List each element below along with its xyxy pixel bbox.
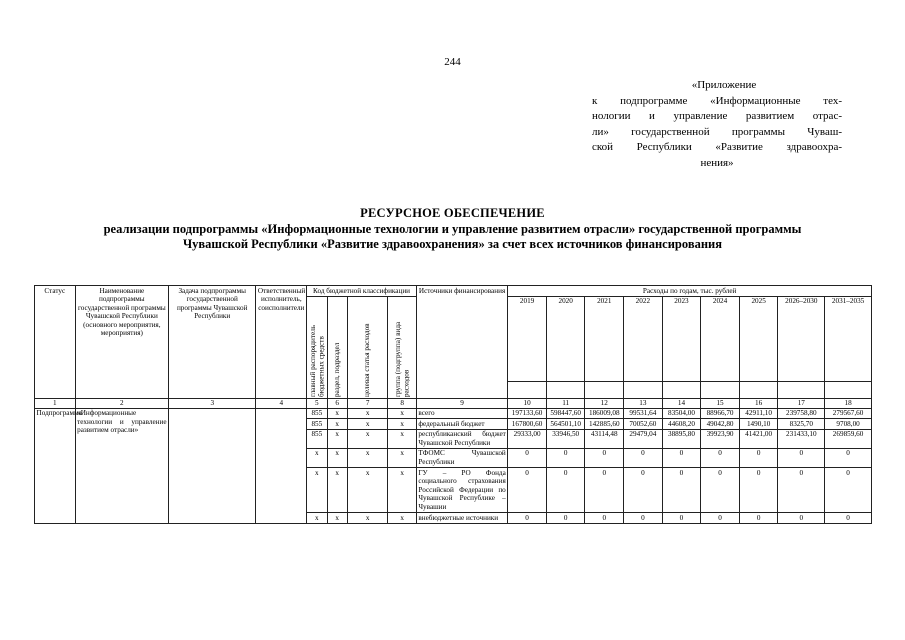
value-cell: 0 bbox=[701, 468, 740, 513]
value-cell: 269859,60 bbox=[825, 429, 872, 448]
column-number: 18 bbox=[825, 398, 872, 408]
column-number: 8 bbox=[388, 398, 416, 408]
column-number-row bbox=[35, 398, 872, 408]
value-cell: 83504,00 bbox=[662, 408, 701, 419]
value-cell: 0 bbox=[546, 468, 585, 513]
value-cell: 186009,08 bbox=[585, 408, 624, 419]
column-number: 2 bbox=[75, 398, 168, 408]
appendix-line: нологии и управление развитием отрас- bbox=[592, 110, 842, 122]
value-cell: 0 bbox=[739, 448, 778, 467]
header-spacer bbox=[778, 382, 825, 398]
value-cell: 0 bbox=[624, 468, 663, 513]
title-line-3: Чувашской Республики «Развитие здравоохранения» за счет всех источников финансирования bbox=[183, 237, 722, 251]
header-spacer bbox=[624, 382, 663, 398]
column-number: 9 bbox=[416, 398, 507, 408]
code-group: x bbox=[388, 468, 416, 513]
code-target: x bbox=[347, 429, 388, 448]
program-name-cell: «Информационные технологии и управление развитием отрасли» bbox=[75, 408, 168, 523]
header-spacer bbox=[739, 382, 778, 398]
code-target: x bbox=[347, 468, 388, 513]
header-target bbox=[347, 296, 388, 398]
appendix-line: нения» bbox=[700, 156, 734, 169]
column-number: 12 bbox=[585, 398, 624, 408]
value-cell: 29333,00 bbox=[508, 429, 547, 448]
code-target: x bbox=[347, 419, 388, 430]
value-cell: 8325,70 bbox=[778, 419, 825, 430]
code-grbs: x bbox=[307, 513, 327, 524]
value-cell: 279567,60 bbox=[825, 408, 872, 419]
code-section: x bbox=[327, 448, 347, 467]
value-cell: 88966,70 bbox=[701, 408, 740, 419]
column-number: 10 bbox=[508, 398, 547, 408]
column-number: 5 bbox=[307, 398, 327, 408]
header-sources: Источники финансирования bbox=[416, 286, 507, 399]
responsible-cell bbox=[256, 408, 307, 523]
value-cell: 0 bbox=[662, 468, 701, 513]
value-cell: 564501,10 bbox=[546, 419, 585, 430]
value-cell: 0 bbox=[662, 448, 701, 467]
source-cell: ГУ – РО Фонда социального страхования Российской Федерации по Чувашской Республике – Чувашии bbox=[418, 468, 506, 512]
column-number: 3 bbox=[169, 398, 256, 408]
header-spacer bbox=[585, 382, 624, 398]
header-section bbox=[327, 296, 347, 398]
column-number: 1 bbox=[35, 398, 76, 408]
header-spacer bbox=[662, 382, 701, 398]
appendix-line: ли» государственной программы Чуваш- bbox=[592, 125, 842, 138]
header-responsible: Ответственный исполнитель, соисполнители bbox=[256, 286, 307, 399]
page-number: 244 bbox=[444, 56, 461, 68]
header-year: 2026–2030 bbox=[778, 296, 825, 382]
value-cell: 0 bbox=[508, 468, 547, 513]
value-cell: 142885,60 bbox=[585, 419, 624, 430]
value-cell: 1490,10 bbox=[739, 419, 778, 430]
header-year: 2024 bbox=[701, 296, 740, 382]
value-cell: 0 bbox=[825, 513, 872, 524]
header-spacer bbox=[546, 382, 585, 398]
value-cell: 0 bbox=[546, 448, 585, 467]
header-name: Наименование подпрограммы государственной программы Чувашской Республики (основного мероприятия, мероприятия) bbox=[75, 286, 168, 399]
code-grbs: x bbox=[307, 468, 327, 513]
code-grbs: 855 bbox=[307, 419, 327, 430]
source-cell: федеральный бюджет bbox=[416, 419, 507, 430]
value-cell: 0 bbox=[825, 448, 872, 467]
header-spacer bbox=[701, 382, 740, 398]
value-cell: 0 bbox=[778, 468, 825, 513]
value-cell: 0 bbox=[778, 513, 825, 524]
value-cell: 0 bbox=[701, 448, 740, 467]
header-year: 2025 bbox=[739, 296, 778, 382]
value-cell: 0 bbox=[585, 513, 624, 524]
header-year: 2023 bbox=[662, 296, 701, 382]
value-cell: 29479,04 bbox=[624, 429, 663, 448]
source-cell: всего bbox=[416, 408, 507, 419]
header-spacer bbox=[825, 382, 872, 398]
value-cell: 239758,80 bbox=[778, 408, 825, 419]
appendix-line: «Приложение bbox=[691, 79, 757, 91]
value-cell: 0 bbox=[624, 448, 663, 467]
header-grbs-text: главный распорядитель бюджетных средств bbox=[308, 325, 326, 398]
column-number: 4 bbox=[256, 398, 307, 408]
value-cell: 167800,60 bbox=[508, 419, 547, 430]
column-number: 6 bbox=[327, 398, 347, 408]
value-cell: 43114,48 bbox=[585, 429, 624, 448]
code-section: x bbox=[327, 513, 347, 524]
value-cell: 0 bbox=[508, 513, 547, 524]
header-budget-code: Код бюджетной классификации bbox=[307, 286, 417, 297]
header-task: Задача подпрограммы государственной программы Чувашской Республики bbox=[169, 286, 256, 399]
column-number: 11 bbox=[546, 398, 585, 408]
value-cell: 0 bbox=[585, 468, 624, 513]
value-cell: 0 bbox=[508, 448, 547, 467]
value-cell: 9708,00 bbox=[825, 419, 872, 430]
value-cell: 70052,60 bbox=[624, 419, 663, 430]
value-cell: 197133,60 bbox=[508, 408, 547, 419]
task-cell bbox=[169, 408, 256, 523]
document-title bbox=[0, 206, 905, 253]
value-cell: 41421,00 bbox=[739, 429, 778, 448]
appendix-line: ской Республики «Развитие здравоохра- bbox=[592, 141, 842, 153]
table-row bbox=[35, 408, 872, 419]
value-cell: 42911,10 bbox=[739, 408, 778, 419]
value-cell: 0 bbox=[701, 513, 740, 524]
code-section: x bbox=[327, 408, 347, 419]
code-grbs: 855 bbox=[307, 429, 327, 448]
header-section-text: раздел, подраздел bbox=[332, 342, 341, 398]
header-spacer bbox=[508, 382, 547, 398]
code-group: x bbox=[388, 513, 416, 524]
code-group: x bbox=[388, 448, 416, 467]
header-expenses: Расходы по годам, тыс. рублей bbox=[508, 286, 872, 297]
code-grbs: 855 bbox=[307, 408, 327, 419]
value-cell: 39923,90 bbox=[701, 429, 740, 448]
header-row bbox=[35, 286, 872, 297]
code-section: x bbox=[327, 419, 347, 430]
column-number: 7 bbox=[347, 398, 388, 408]
appendix-note bbox=[592, 78, 842, 171]
value-cell: 44608,20 bbox=[662, 419, 701, 430]
column-number: 17 bbox=[778, 398, 825, 408]
header-year: 2031–2035 bbox=[825, 296, 872, 382]
value-cell: 598447,60 bbox=[546, 408, 585, 419]
code-group: x bbox=[388, 419, 416, 430]
value-cell: 0 bbox=[739, 468, 778, 513]
status-cell: Подпрограмма bbox=[35, 408, 76, 523]
value-cell: 0 bbox=[662, 513, 701, 524]
column-number: 14 bbox=[662, 398, 701, 408]
title-line-2: реализации подпрограммы «Информационные технологии и управление развитием отрасли» государственной программы bbox=[103, 221, 802, 236]
code-group: x bbox=[388, 429, 416, 448]
header-year: 2019 bbox=[508, 296, 547, 382]
value-cell: 99531,64 bbox=[624, 408, 663, 419]
column-number: 16 bbox=[739, 398, 778, 408]
code-grbs: x bbox=[307, 448, 327, 467]
header-group-text: группа (подгруппа) вида расходов bbox=[393, 321, 411, 398]
value-cell: 0 bbox=[546, 513, 585, 524]
header-target-text: целевая статья расходов bbox=[363, 323, 372, 398]
header-year: 2021 bbox=[585, 296, 624, 382]
value-cell: 0 bbox=[778, 448, 825, 467]
column-number: 15 bbox=[701, 398, 740, 408]
value-cell: 231433,10 bbox=[778, 429, 825, 448]
source-cell: ТФОМС Чувашской Республики bbox=[418, 449, 506, 467]
code-section: x bbox=[327, 429, 347, 448]
value-cell: 49042,80 bbox=[701, 419, 740, 430]
header-group bbox=[388, 296, 416, 398]
header-status: Статус bbox=[35, 286, 76, 399]
resource-table bbox=[34, 285, 872, 524]
code-target: x bbox=[347, 408, 388, 419]
code-group: x bbox=[388, 408, 416, 419]
header-grbs bbox=[307, 296, 327, 398]
source-cell: республиканский бюджет Чувашской Республики bbox=[418, 430, 506, 447]
code-target: x bbox=[347, 448, 388, 467]
source-cell: внебюджетные источники bbox=[416, 513, 507, 524]
code-section: x bbox=[327, 468, 347, 513]
value-cell: 33946,50 bbox=[546, 429, 585, 448]
value-cell: 38895,80 bbox=[662, 429, 701, 448]
code-target: x bbox=[347, 513, 388, 524]
value-cell: 0 bbox=[585, 448, 624, 467]
title-line-1: РЕСУРСНОЕ ОБЕСПЕЧЕНИЕ bbox=[360, 206, 545, 220]
header-year: 2020 bbox=[546, 296, 585, 382]
appendix-line: к подпрограмме «Информационные тех- bbox=[592, 94, 842, 107]
value-cell: 0 bbox=[825, 468, 872, 513]
value-cell: 0 bbox=[739, 513, 778, 524]
value-cell: 0 bbox=[624, 513, 663, 524]
column-number: 13 bbox=[624, 398, 663, 408]
header-year: 2022 bbox=[624, 296, 663, 382]
